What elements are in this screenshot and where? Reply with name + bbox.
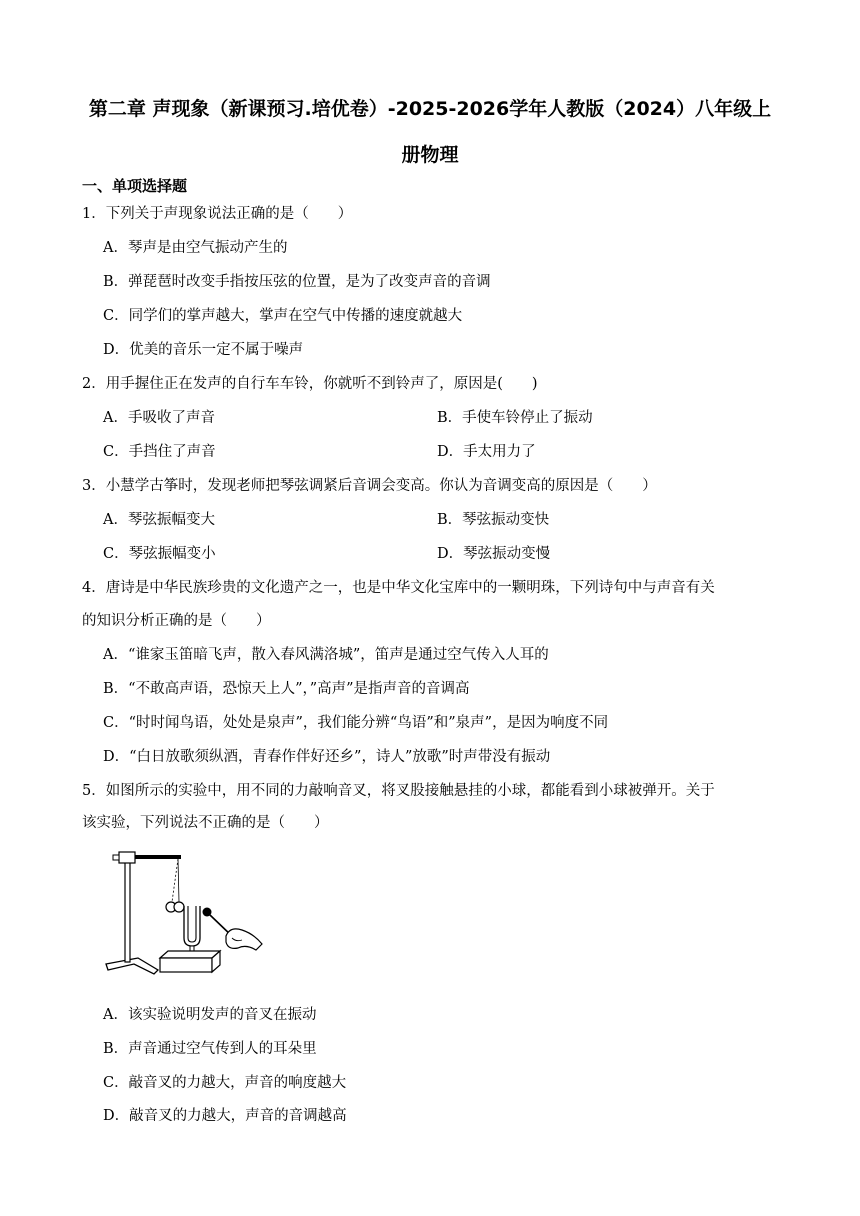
- section-heading: 一、单项选择题: [82, 177, 188, 195]
- question-5-option-a: A．该实验说明发声的音叉在振动: [103, 1007, 317, 1023]
- question-4-stem-line-2: 的知识分析正确的是（ ）: [82, 613, 271, 629]
- question-4-option-c: C．“时时闻鸟语，处处是泉声”，我们能分辨“鸟语”和”泉声”，是因为响度不同: [103, 715, 609, 731]
- question-3-option-a: A．琴弦振幅变大: [103, 512, 215, 528]
- question-1-option-a: A．琴声是由空气振动产生的: [103, 240, 288, 256]
- question-3-option-c: C．琴弦振幅变小: [103, 546, 216, 562]
- tuning-fork-experiment-figure: [98, 846, 270, 978]
- question-4-stem-line-1: 4．唐诗是中华民族珍贵的文化遗产之一，也是中华文化宝库中的一颗明珠，下列诗句中与声音有关: [82, 580, 715, 596]
- question-2-stem: 2．用手握住正在发声的自行车车铃，你就听不到铃声了，原因是( ): [82, 376, 538, 392]
- question-4-option-a: A．“谁家玉笛暗飞声，散入春风满洛城”，笛声是通过空气传入人耳的: [103, 647, 549, 663]
- question-1-option-b: B．弹琵琶时改变手指按压弦的位置，是为了改变声音的音调: [103, 274, 491, 290]
- question-5-option-b: B．声音通过空气传到人的耳朵里: [103, 1041, 317, 1057]
- question-3-stem: 3．小慧学古筝时，发现老师把琴弦调紧后音调会变高。你认为音调变高的原因是（ ）: [82, 478, 657, 494]
- question-5-option-d: D．敲音叉的力越大，声音的音调越高: [103, 1108, 347, 1124]
- question-1-option-d: D．优美的音乐一定不属于噪声: [103, 342, 304, 358]
- question-2-option-d: D．手太用力了: [437, 444, 536, 460]
- document-title-line-1: 第二章 声现象（新课预习.培优卷）-2025-2026学年人教版（2024）八年级上: [88, 98, 772, 120]
- question-2-option-b: B．手使车铃停止了振动: [437, 410, 593, 426]
- question-1-option-c: C．同学们的掌声越大，掌声在空气中传播的速度就越大: [103, 308, 463, 324]
- question-3-option-b: B．琴弦振动变快: [437, 512, 550, 528]
- question-3-option-d: D．琴弦振动变慢: [437, 546, 551, 562]
- question-4-option-d: D．“白日放歌须纵酒，青春作伴好还乡”，诗人”放歌”时声带没有振动: [103, 749, 551, 765]
- question-5-stem-line-1: 5．如图所示的实验中，用不同的力敲响音叉，将叉股接触悬挂的小球，都能看到小球被弹开。关于: [82, 783, 715, 799]
- question-5-option-c: C．敲音叉的力越大，声音的响度越大: [103, 1075, 347, 1091]
- question-4-option-b: B．“不敢高声语，恐惊天上人”，”高声”是指声音的音调高: [103, 681, 470, 697]
- question-1-stem: 1．下列关于声现象说法正确的是（ ）: [82, 206, 353, 222]
- question-5-stem-line-2: 该实验，下列说法不正确的是（ ）: [82, 815, 329, 831]
- document-title-line-2: 册物理: [401, 144, 459, 166]
- question-2-option-a: A．手吸收了声音: [103, 410, 215, 426]
- question-2-option-c: C．手挡住了声音: [103, 444, 216, 460]
